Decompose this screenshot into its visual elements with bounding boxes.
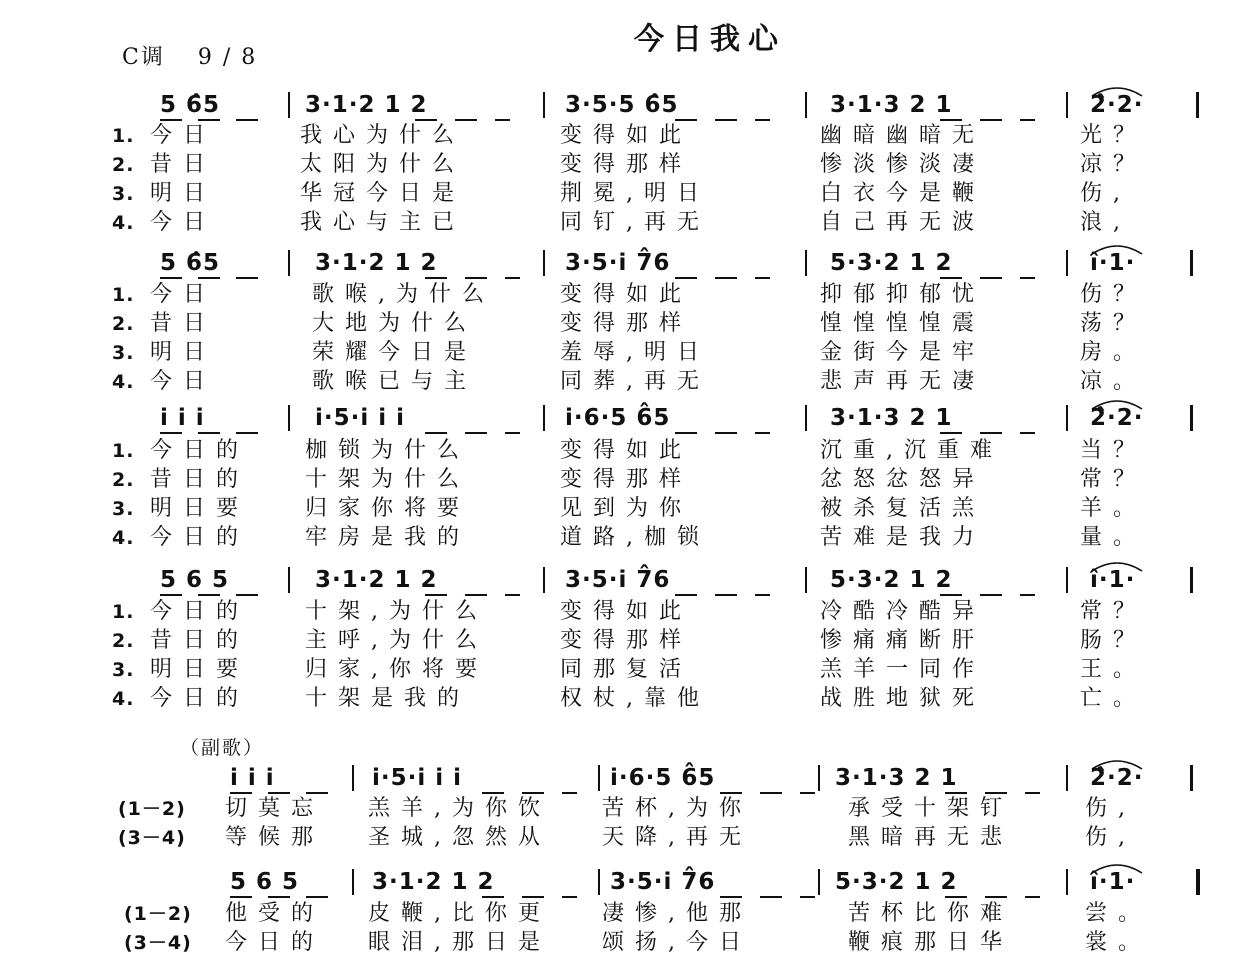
lyric-line: [0, 122, 1238, 150]
verse-number: 4.: [112, 371, 135, 393]
barline: [288, 92, 290, 118]
measure: 5·3·2 1 2: [830, 250, 953, 276]
lyric-segment: 苦杯比你难: [848, 901, 1014, 926]
lyric-segment: 今日的: [150, 599, 250, 624]
measure: 3·1·3 2 1: [835, 765, 958, 791]
verse-number: 1.: [112, 125, 135, 147]
measure: 2̂·2·: [1090, 92, 1144, 118]
lyric-segment: 变得那样: [560, 628, 693, 653]
notation-row: [0, 403, 1238, 433]
lyric-segment: 常？: [1080, 467, 1147, 492]
barline: [818, 765, 820, 791]
barline: [805, 250, 807, 276]
measure: 5 6 5: [160, 567, 230, 593]
lyric-line: [0, 180, 1238, 208]
lyric-segment: 见到为你: [560, 496, 693, 521]
lyric-segment: 变得如此: [560, 599, 693, 624]
lyric-line: [0, 627, 1238, 655]
lyric-segment: 伤,: [1080, 181, 1131, 206]
lyric-segment: 量。: [1080, 525, 1147, 550]
measure: 3·5·5 6̂5: [565, 92, 679, 118]
chorus-label: （副歌）: [180, 737, 265, 759]
barline: [805, 405, 807, 431]
lyric-segment: 忿怒忿怒异: [820, 467, 986, 492]
lyric-segment: 王。: [1080, 657, 1147, 682]
lyric-segment: 权杖,靠他: [560, 686, 710, 711]
measure: 2̂·2·: [1090, 765, 1144, 791]
measure: i i i: [230, 765, 275, 791]
lyric-line: [0, 368, 1238, 396]
lyric-line: [0, 151, 1238, 179]
lyric-segment: 房。: [1080, 340, 1147, 365]
lyric-segment: 黑暗再无悲: [848, 825, 1014, 850]
lyric-segment: 同钉,再无: [560, 210, 710, 235]
lyric-line: [0, 598, 1238, 626]
barline: [1190, 765, 1193, 791]
barline: [818, 869, 820, 895]
verse-number: 1.: [112, 440, 135, 462]
lyric-segment: 凉。: [1080, 369, 1147, 394]
measure: î·1·: [1090, 567, 1136, 593]
barline: [1196, 869, 1200, 895]
lyric-segment: 我心与主已: [300, 210, 466, 235]
lyric-segment: 荆冕,明日: [560, 181, 710, 206]
barline: [1066, 250, 1068, 276]
lyric-segment: 十架为什么: [305, 467, 471, 492]
barline: [1190, 405, 1193, 431]
verse-number: 3.: [112, 659, 135, 681]
lyric-segment: 惨痛痛断肝: [820, 628, 986, 653]
measure: î·1·: [1090, 250, 1136, 276]
lyric-segment: 变得那样: [560, 152, 693, 177]
lyric-segment: 荡？: [1080, 311, 1147, 336]
barline: [805, 567, 807, 593]
barline: [1066, 92, 1068, 118]
lyric-segment: 幽暗幽暗无: [820, 123, 986, 148]
verse-number: (3－4): [124, 932, 192, 954]
notation-row: [0, 867, 1238, 897]
lyric-segment: 今日的: [150, 438, 250, 463]
lyric-segment: 当？: [1080, 438, 1147, 463]
key-signature: C调 9 / 8: [122, 45, 258, 70]
lyric-line: [0, 466, 1238, 494]
measure: 3·1·3 2 1: [830, 92, 953, 118]
barline: [543, 405, 545, 431]
lyric-segment: 亡。: [1080, 686, 1147, 711]
measure: î·1·: [1090, 869, 1136, 895]
lyric-segment: 变得如此: [560, 123, 693, 148]
barline: [598, 765, 600, 791]
measure: 3·1·2 1 2: [315, 250, 438, 276]
lyric-segment: 浪,: [1080, 210, 1131, 235]
lyric-segment: 战胜地狱死: [820, 686, 986, 711]
lyric-segment: 天降,再无: [602, 825, 752, 850]
notation-row: [0, 248, 1238, 278]
verse-number: 3.: [112, 498, 135, 520]
lyric-segment: 伤,: [1085, 796, 1136, 821]
lyric-segment: 华冠今日是: [300, 181, 466, 206]
lyric-segment: 切莫忘: [225, 796, 325, 821]
lyric-segment: 今日: [150, 123, 217, 148]
verse-number: (3－4): [118, 827, 186, 849]
measure: 5 6̂5: [160, 250, 221, 276]
lyric-segment: 伤,: [1085, 825, 1136, 850]
lyric-segment: 枷锁为什么: [305, 438, 471, 463]
lyric-segment: 白衣今是鞭: [820, 181, 986, 206]
verse-number: 3.: [112, 183, 135, 205]
lyric-segment: 明日要: [150, 496, 250, 521]
lyric-line: [0, 656, 1238, 684]
measure: 5·3·2 1 2: [835, 869, 958, 895]
barline: [1066, 869, 1068, 895]
barline: [1196, 92, 1199, 118]
lyric-segment: 羔羊,为你饮: [368, 796, 551, 821]
lyric-segment: 昔日: [150, 152, 217, 177]
barline: [352, 869, 354, 895]
lyric-segment: 惶惶惶惶震: [820, 311, 986, 336]
lyric-segment: 今日: [150, 210, 217, 235]
verse-number: 2.: [112, 469, 135, 491]
lyric-segment: 鞭痕那日华: [848, 930, 1014, 955]
lyric-line: [0, 900, 1238, 928]
lyric-segment: 冷酷冷酷异: [820, 599, 986, 624]
lyric-line: [0, 685, 1238, 713]
barline: [1066, 405, 1068, 431]
lyric-segment: 明日: [150, 181, 217, 206]
lyric-line: [0, 339, 1238, 367]
lyric-segment: 沉重,沉重难: [820, 438, 1003, 463]
measure: 3·5·i 7̂6: [610, 869, 716, 895]
barline: [1190, 567, 1193, 593]
measure: 5 6 5: [230, 869, 300, 895]
lyric-segment: 尝。: [1085, 901, 1152, 926]
barline: [1190, 250, 1193, 276]
barline: [598, 869, 600, 895]
lyric-segment: 十架,为什么: [305, 599, 488, 624]
notation-row: [0, 90, 1238, 120]
lyric-line: [0, 929, 1238, 957]
lyric-segment: 同那复活: [560, 657, 693, 682]
measure: i·6·5 6̂5: [610, 765, 716, 791]
lyric-segment: 牢房是我的: [305, 525, 471, 550]
barline: [543, 250, 545, 276]
lyric-segment: 太阳为什么: [300, 152, 466, 177]
verse-number: 4.: [112, 527, 135, 549]
lyric-segment: 道路,枷锁: [560, 525, 710, 550]
verse-number: 1.: [112, 601, 135, 623]
measure: 3·5·i 7̂6: [565, 567, 671, 593]
lyric-segment: 光？: [1080, 123, 1147, 148]
lyric-segment: 荣耀今日是: [312, 340, 478, 365]
lyric-segment: 同葬,再无: [560, 369, 710, 394]
lyric-segment: 自己再无波: [820, 210, 986, 235]
lyric-segment: 我心为什么: [300, 123, 466, 148]
barline: [1066, 567, 1068, 593]
lyric-segment: 裳。: [1085, 930, 1152, 955]
lyric-segment: 歌喉,为什么: [312, 282, 495, 307]
lyric-segment: 凉？: [1080, 152, 1147, 177]
lyric-segment: 被杀复活羔: [820, 496, 986, 521]
lyric-segment: 歌喉已与主: [312, 369, 478, 394]
lyric-segment: 变得那样: [560, 311, 693, 336]
lyric-line: [0, 437, 1238, 465]
measure: 5·3·2 1 2: [830, 567, 953, 593]
barline: [543, 92, 545, 118]
lyric-segment: 惨淡惨淡凄: [820, 152, 986, 177]
measure: i·5·i i i: [315, 405, 406, 431]
lyric-segment: 凄惨,他那: [602, 901, 752, 926]
lyric-segment: 苦难是我力: [820, 525, 986, 550]
lyric-segment: 抑郁抑郁忧: [820, 282, 986, 307]
verse-number: 4.: [112, 212, 135, 234]
barline: [288, 250, 290, 276]
measure: 3·1·2 1 2: [372, 869, 495, 895]
lyric-segment: 今日: [150, 369, 217, 394]
lyric-segment: 变得那样: [560, 467, 693, 492]
lyric-line: [0, 495, 1238, 523]
measure: 3·1·3 2 1: [830, 405, 953, 431]
lyric-line: [0, 281, 1238, 309]
lyric-segment: 肠？: [1080, 628, 1147, 653]
lyric-segment: 常？: [1080, 599, 1147, 624]
measure: i·5·i i i: [372, 765, 463, 791]
lyric-line: [0, 824, 1238, 852]
verse-number: 4.: [112, 688, 135, 710]
barline: [288, 567, 290, 593]
lyric-segment: 归家,你将要: [305, 657, 488, 682]
lyric-segment: 圣城,忽然从: [368, 825, 551, 850]
lyric-segment: 今日的: [150, 525, 250, 550]
lyric-segment: 昔日的: [150, 467, 250, 492]
lyric-segment: 主呼,为什么: [305, 628, 488, 653]
lyric-segment: 今日的: [225, 930, 325, 955]
verse-number: 1.: [112, 284, 135, 306]
lyric-segment: 今日的: [150, 686, 250, 711]
barline: [1066, 765, 1068, 791]
verse-number: 2.: [112, 630, 135, 652]
verse-number: (1－2): [118, 798, 186, 820]
measure: i i i: [160, 405, 205, 431]
lyric-segment: 悲声再无凄: [820, 369, 986, 394]
measure: i·6·5 6̂5: [565, 405, 671, 431]
lyric-segment: 明日: [150, 340, 217, 365]
lyric-segment: 今日: [150, 282, 217, 307]
lyric-segment: 承受十架钉: [848, 796, 1014, 821]
lyric-segment: 明日要: [150, 657, 250, 682]
lyric-line: [0, 310, 1238, 338]
lyric-segment: 皮鞭,比你更: [368, 901, 551, 926]
lyric-segment: 归家你将要: [305, 496, 471, 521]
lyric-line: [0, 209, 1238, 237]
lyric-segment: 大地为什么: [312, 311, 478, 336]
barline: [805, 92, 807, 118]
lyric-segment: 变得如此: [560, 282, 693, 307]
barline: [288, 405, 290, 431]
lyric-segment: 等候那: [225, 825, 325, 850]
lyric-segment: 十架是我的: [305, 686, 471, 711]
lyric-segment: 昔日: [150, 311, 217, 336]
lyric-segment: 他受的: [225, 901, 325, 926]
lyric-segment: 眼泪,那日是: [368, 930, 551, 955]
lyric-segment: 变得如此: [560, 438, 693, 463]
verse-number: 2.: [112, 313, 135, 335]
verse-number: 2.: [112, 154, 135, 176]
lyric-segment: 苦杯,为你: [602, 796, 752, 821]
lyric-segment: 羔羊一同作: [820, 657, 986, 682]
measure: 5 6̂5: [160, 92, 221, 118]
verse-number: (1－2): [124, 903, 192, 925]
measure: 2̂·2·: [1090, 405, 1144, 431]
barline: [352, 765, 354, 791]
song-title: 今日我心: [634, 22, 786, 57]
notation-row: [0, 763, 1238, 793]
measure: 3·1·2 1 2: [315, 567, 438, 593]
notation-row: [0, 565, 1238, 595]
lyric-segment: 昔日的: [150, 628, 250, 653]
measure: 3·5·i 7̂6: [565, 250, 671, 276]
lyric-line: [0, 795, 1238, 823]
lyric-segment: 伤？: [1080, 282, 1147, 307]
measure: 3·1·2 1 2: [305, 92, 428, 118]
barline: [543, 567, 545, 593]
lyric-line: [0, 524, 1238, 552]
verse-number: 3.: [112, 342, 135, 364]
lyric-segment: 颂扬,今日: [602, 930, 752, 955]
lyric-segment: 羊。: [1080, 496, 1147, 521]
lyric-segment: 羞辱,明日: [560, 340, 710, 365]
lyric-segment: 金街今是牢: [820, 340, 986, 365]
